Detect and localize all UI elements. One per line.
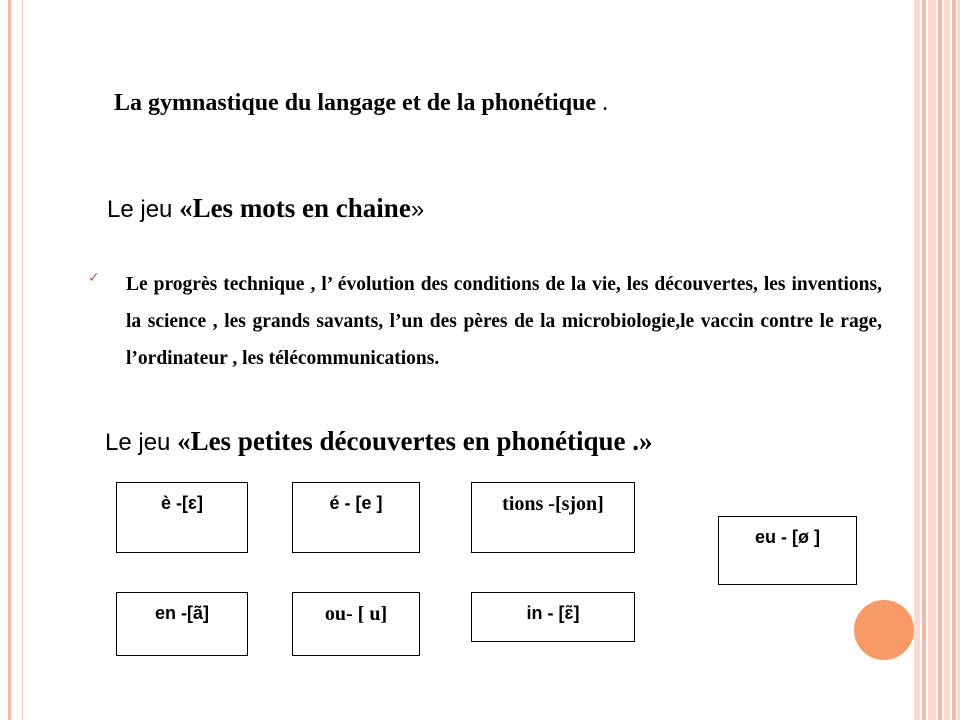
- phonetic-card-in: in - [ɛ̃]: [471, 592, 635, 642]
- phonetic-card-eu: eu - [ø ]: [718, 516, 857, 585]
- frame-inner-stripe: [22, 0, 23, 720]
- game-heading-close: »: [410, 196, 425, 223]
- word-chain-paragraph: Le progrès technique , l’ évolution des conditions de la vie, les découvertes, les inventions, la science , les grands savants, l’un des pères de la microbiologie,le vaccin contre le rage, l’ordinateur , les télécommunications.: [126, 274, 882, 369]
- decorative-circle: [854, 600, 914, 660]
- frame-right-border: [914, 0, 960, 720]
- phonetic-card-e-grave: è -[ɛ]: [116, 482, 248, 553]
- phonetic-card-en: en -[ã]: [116, 592, 248, 656]
- phonetic-card-tions: tions -[sjon]: [471, 482, 635, 553]
- phonetic-card-e-acute: é - [e ]: [292, 482, 420, 553]
- frame-left-border: [0, 0, 22, 720]
- game-heading-name: «Les petites découvertes en phonétique .»: [177, 426, 653, 456]
- game-heading-mots-en-chaine: [107, 193, 424, 224]
- slide-title: [114, 90, 608, 117]
- checkmark-bullet-icon: ✓: [88, 270, 100, 286]
- game-heading-petites-decouvertes: [105, 426, 653, 457]
- slide-title-text: La gymnastique du langage et de la phonétique: [114, 90, 597, 116]
- slide-title-punct: .: [602, 90, 609, 116]
- game-heading-prefix: Le jeu: [105, 429, 178, 456]
- game-heading-prefix: Le jeu: [107, 196, 180, 223]
- frame-left-stripe: [8, 0, 11, 720]
- phonetic-card-ou: ou- [ u]: [292, 592, 420, 656]
- game-heading-name: «Les mots en chaine: [179, 193, 411, 223]
